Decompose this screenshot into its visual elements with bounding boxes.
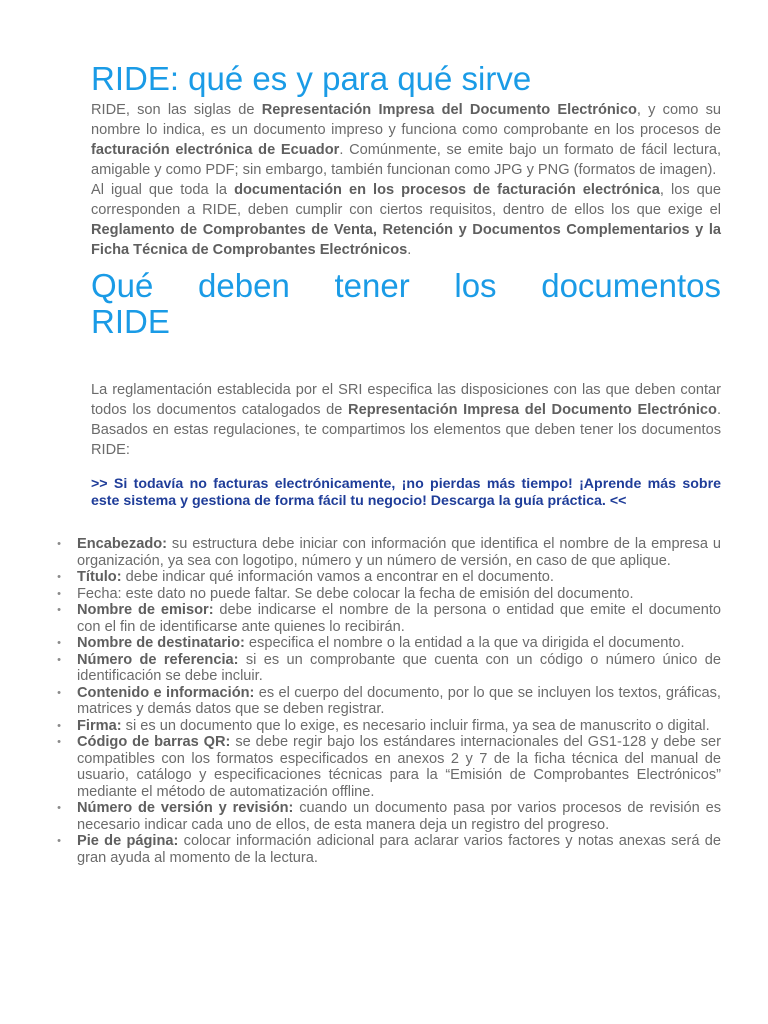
- item-label: Encabezado:: [77, 536, 168, 552]
- intro-text: , los que corresponden a RIDE, deben cumplir con ciertos requisitos, dentro de ellos los que exige el: [91, 182, 721, 218]
- bullet-icon: •: [57, 571, 61, 583]
- item-label: Pie de página:: [77, 833, 179, 849]
- intro-paragraph-1: [91, 100, 721, 180]
- intro-text: RIDE, son las siglas de: [91, 102, 262, 118]
- elements-list: [54, 536, 721, 866]
- bullet-icon: •: [57, 538, 61, 550]
- list-item: [54, 685, 721, 718]
- item-text: si es un documento que lo exige, es necesario incluir firma, ya sea de manuscrito o digital.: [121, 717, 710, 734]
- intro-bold: facturación electrónica de Ecuador: [91, 142, 340, 158]
- item-label: Título:: [77, 569, 122, 585]
- item-text: cuando un documento pasa por varios procesos de revisión es necesario indicar cada uno de ellos, de esta manera deja un registro del progreso.: [77, 800, 721, 833]
- intro-text: .: [407, 242, 412, 258]
- bullet-icon: •: [57, 587, 61, 600]
- list-item: [54, 718, 721, 735]
- item-text: Fecha: este dato no puede faltar. Se debe colocar la fecha de emisión del documento.: [77, 585, 634, 602]
- section-paragraph: [91, 380, 721, 460]
- bullet-icon: •: [57, 653, 61, 666]
- item-label: Contenido e información:: [77, 684, 255, 701]
- bullet-icon: •: [57, 835, 61, 847]
- item-label: Número de referencia:: [77, 651, 239, 668]
- document-page: [91, 58, 721, 510]
- item-label: Código de barras QR:: [77, 734, 231, 750]
- page-title: RIDE: qué es y para qué sirve: [91, 60, 532, 97]
- list-item: [54, 586, 721, 603]
- list-item: [54, 800, 721, 833]
- section-text: . Basados en estas regulaciones, te compartimos los elementos que deben tener los documentos RIDE:: [91, 402, 721, 458]
- intro-bold: Representación Impresa del Documento Electrónico: [261, 102, 637, 118]
- item-text: se debe regir bajo los estándares internacionales del GS1-128 y debe ser compatibles con los formatos especificados en anexos 2 y 7 de la ficha técnica del manual de usuario, catálogo y especificaciones técnicas para la “Emisión de Comprobantes Electrónicos” mediante el método de automatización offline.: [77, 734, 721, 800]
- item-label: Nombre de destinatario:: [77, 635, 245, 651]
- list-item: [54, 569, 721, 586]
- item-text: colocar información adicional para aclarar varios factores y notas anexas será de gran ayuda al momento de la lectura.: [77, 833, 722, 866]
- section-heading: [91, 268, 721, 340]
- section-heading-line-2: RIDE: [91, 303, 170, 340]
- bullet-icon: •: [57, 736, 61, 748]
- item-text: es el cuerpo del documento, por lo que se incluyen los textos, gráficas, matrices y demás datos que se deben registrar.: [77, 684, 721, 717]
- section-heading-line-1: Qué deben tener los documentos: [91, 267, 721, 304]
- item-label: Nombre de emisor:: [77, 602, 214, 618]
- item-text: si es un comprobante que cuenta con un código o número único de identificación se debe incluir.: [77, 651, 721, 684]
- bullet-icon: •: [57, 686, 61, 699]
- list-item: [54, 602, 721, 635]
- item-label: Firma:: [77, 717, 122, 734]
- list-item: [54, 833, 721, 866]
- list-item: [54, 734, 721, 800]
- section-bold: Representación Impresa del Documento Electrónico: [348, 402, 717, 418]
- list-item: [54, 536, 721, 569]
- spacer: [91, 340, 721, 380]
- list-item: [54, 652, 721, 685]
- section-text: La reglamentación establecida por el SRI especifica las disposiciones con las que deben contar todos los documentos catalogados de: [91, 382, 721, 418]
- intro-text: Al igual que toda la: [91, 182, 235, 198]
- item-text: debe indicar qué información vamos a encontrar en el documento.: [121, 569, 554, 585]
- intro-paragraph-2: [91, 180, 721, 260]
- bullet-icon: •: [57, 802, 61, 814]
- intro-bold: Reglamento de Comprobantes de Venta, Retención y Documentos Complementarios y la Ficha Técnica de Comprobantes Electrónicos: [91, 222, 721, 258]
- list-item: [54, 635, 721, 652]
- item-text: especifica el nombre o la entidad a la que va dirigida el documento.: [244, 635, 685, 651]
- bullet-icon: •: [57, 719, 61, 732]
- intro-text: . Comúnmente, se emite bajo un formato de fácil lectura, amigable y como PDF; sin embargo, también funcionan como JPG y PNG (formatos de imagen).: [91, 142, 721, 178]
- bullet-icon: •: [57, 604, 61, 616]
- item-text: debe indicarse el nombre de la persona o entidad que emite el documento con el fin de identificarse ante quienes lo recibirán.: [77, 602, 721, 635]
- intro-text: , y como su nombre lo indica, es un documento impreso y funciona como comprobante en los procesos de: [91, 102, 721, 138]
- item-text: su estructura debe iniciar con información que identifica el nombre de la empresa u organización, ya sea con logotipo, número y un número de versión, en caso de que aplique.: [77, 536, 721, 569]
- bullet-icon: •: [57, 637, 61, 649]
- intro-bold: documentación en los procesos de facturación electrónica: [234, 182, 660, 198]
- item-label: Número de versión y revisión:: [77, 800, 294, 816]
- guide-download-link[interactable]: >> Si todavía no facturas electrónicamente, ¡no pierdas más tiempo! ¡Aprende más sobre este sistema y gestiona de forma fácil tu negocio! Descarga la guía práctica. <<: [91, 476, 721, 509]
